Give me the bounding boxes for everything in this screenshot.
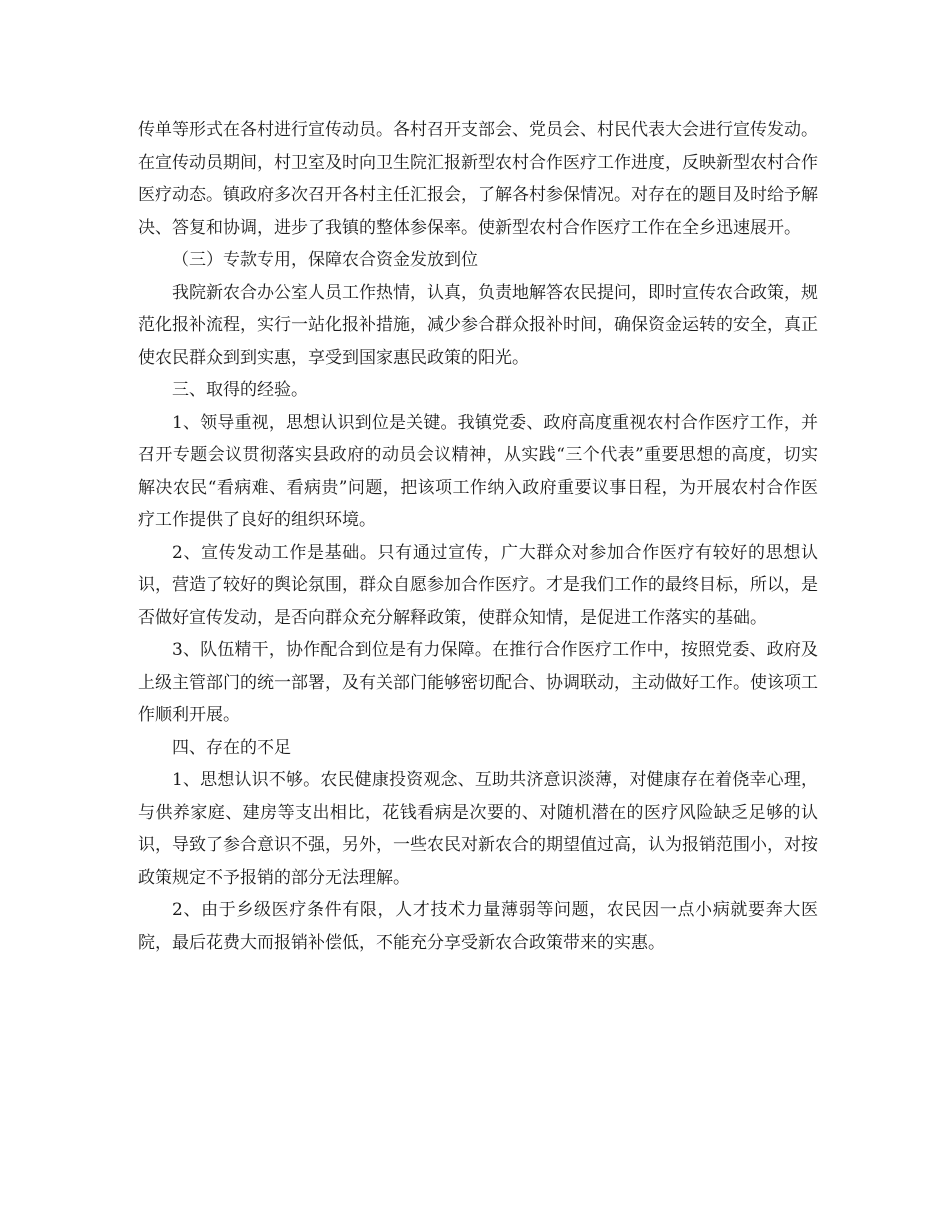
paragraph-shortcoming-1: 1、思想认识不够。农民健康投资观念、互助共济意识淡薄，对健康存在着侥幸心理，与供养家庭、建房等支出相比，花钱看病是次要的、对随机潜在的医疗风险缺乏足够的认识，导致了参合意识不强，另外，一些农民对新农合的期望值过高，认为报销范围小，对按政策规定不予报销的部分无法理解。 [138,770,818,888]
section-heading-funds: （三）专款专用，保障农合资金发放到位 [172,250,478,270]
paragraph-experience-1: 1、领导重视，思想认识到位是关键。我镇党委、政府高度重视农村合作医疗工作，并召开专题会议贯彻落实县政府的动员会议精神，从实践“三个代表”重要思想的高度，切实解决农民“看病难、看病贵”问题，把该项工作纳入政府重要议事日程，为开展农村合作医疗工作提供了良好的组织环境。 [138,412,818,530]
document-body [138,114,818,959]
paragraph-experience-2: 2、宣传发动工作是基础。只有通过宣传，广大群众对参加合作医疗有较好的思想认识，营造了较好的舆论氛围，群众自愿参加合作医疗。才是我们工作的最终目标，所以，是否做好宣传发动，是否向群众充分解释政策，使群众知情，是促进工作落实的基础。 [138,542,818,628]
paragraph-funds: 我院新农合办公室人员工作热情，认真，负责地解答农民提问，即时宣传农合政策，规范化报补流程，实行一站化报补措施，减少参合群众报补时间，确保资金运转的安全，真正使农民群众到到实惠，享受到国家惠民政策的阳光。 [138,282,818,368]
section-heading-shortcomings: 四、存在的不足 [172,737,291,758]
paragraph-shortcoming-2: 2、由于乡级医疗条件有限，人才技术力量薄弱等问题，农民因一点小病就要奔大医院，最后花费大而报销补偿低，不能充分享受新农合政策带来的实惠。 [138,900,818,953]
paragraph-continuation: 传单等形式在各村进行宣传动员。各村召开支部会、党员会、村民代表大会进行宣传发动。在宣传动员期间，村卫室及时向卫生院汇报新型农村合作医疗工作进度，反映新型农村合作医疗动态。镇政府多次召开各村主任汇报会，了解各村参保情况。对存在的题目及时给予解决、答复和协调，进步了我镇的整体参保率。使新型农村合作医疗工作在全乡迅速展开。 [138,120,818,238]
paragraph-experience-3: 3、队伍精干，协作配合到位是有力保障。在推行合作医疗工作中，按照党委、政府及上级主管部门的统一部署，及有关部门能够密切配合、协调联动，主动做好工作。使该项工作顺利开展。 [138,640,818,725]
section-heading-experience: 三、取得的经验。 [172,380,308,400]
